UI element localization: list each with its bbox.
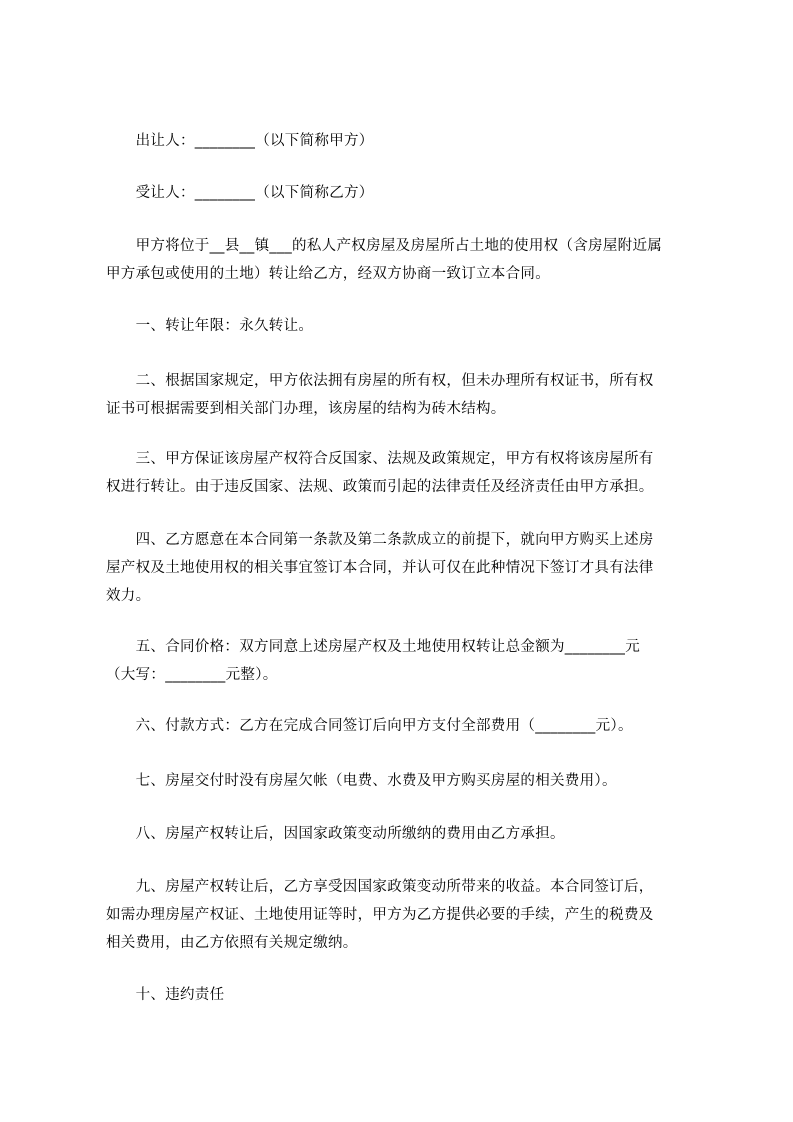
clause-3 (106, 445, 706, 501)
clause-9 (106, 873, 706, 957)
clause-2 (106, 367, 706, 423)
text-line: 甲方承包或使用的土地）转让给乙方，经双方协商一致订立本合同。 (106, 266, 550, 282)
text-line: 六、付款方式：乙方在完成合同签订后向甲方支付全部费用（________元）。 (106, 718, 633, 734)
text-line: 屋产权及土地使用权的相关事宜签订本合同，并认可仅在此种情况下签订才具有法律 (106, 560, 654, 576)
text-line: 七、房屋交付时没有房屋欠帐（电费、水费及甲方购买房屋的相关费用）。 (106, 773, 617, 789)
text-line: 受让人：________（以下简称乙方） (106, 185, 374, 201)
text-line: 五、合同价格：双方同意上述房屋产权及土地使用权转让总金额为________元 (106, 639, 640, 655)
text-line: 十、违约责任 (106, 987, 225, 1003)
text-line: 相关费用，由乙方依照有关规定缴纳。 (106, 935, 358, 951)
text-line: 出让人：________（以下简称甲方） (106, 133, 374, 149)
buyer-line (106, 179, 706, 207)
text-line: 八、房屋产权转让后，因国家政策变动所缴纳的费用由乙方承担。 (106, 826, 565, 842)
text-line: 九、房屋产权转让后，乙方享受因国家政策变动所带来的收益。本合同签订后， (106, 879, 654, 895)
text-line: 甲方将位于__县__镇___的私人产权房屋及房屋所占土地的使用权（含房屋附近属 (106, 238, 663, 254)
text-line: 证书可根据需要到相关部门办理，该房屋的结构为砖木结构。 (106, 401, 506, 417)
text-line: 效力。 (106, 588, 151, 604)
clause-7 (106, 767, 706, 795)
text-line: 如需办理房屋产权证、土地使用证等时，甲方为乙方提供必要的手续，产生的税费及 (106, 907, 654, 923)
clause-5 (106, 633, 706, 689)
clause-8 (106, 820, 706, 848)
clause-1 (106, 312, 706, 340)
seller-line (106, 127, 706, 155)
clause-4 (106, 526, 706, 610)
intro-paragraph (106, 232, 706, 288)
text-line: 二、根据国家规定，甲方依法拥有房屋的所有权，但未办理所有权证书，所有权 (106, 373, 654, 389)
text-line: （大写：________元整）。 (106, 667, 278, 683)
text-line: 四、乙方愿意在本合同第一条款及第二条款成立的前提下，就向甲方购买上述房 (106, 532, 654, 548)
clause-10-heading (106, 981, 706, 1009)
text-line: 三、甲方保证该房屋产权符合反国家、法规及政策规定，甲方有权将该房屋所有 (106, 451, 654, 467)
text-line: 一、转让年限：永久转让。 (106, 318, 314, 334)
text-line: 权进行转让。由于违反国家、法规、政策而引起的法律责任及经济责任由甲方承担。 (106, 479, 654, 495)
clause-6 (106, 712, 706, 740)
